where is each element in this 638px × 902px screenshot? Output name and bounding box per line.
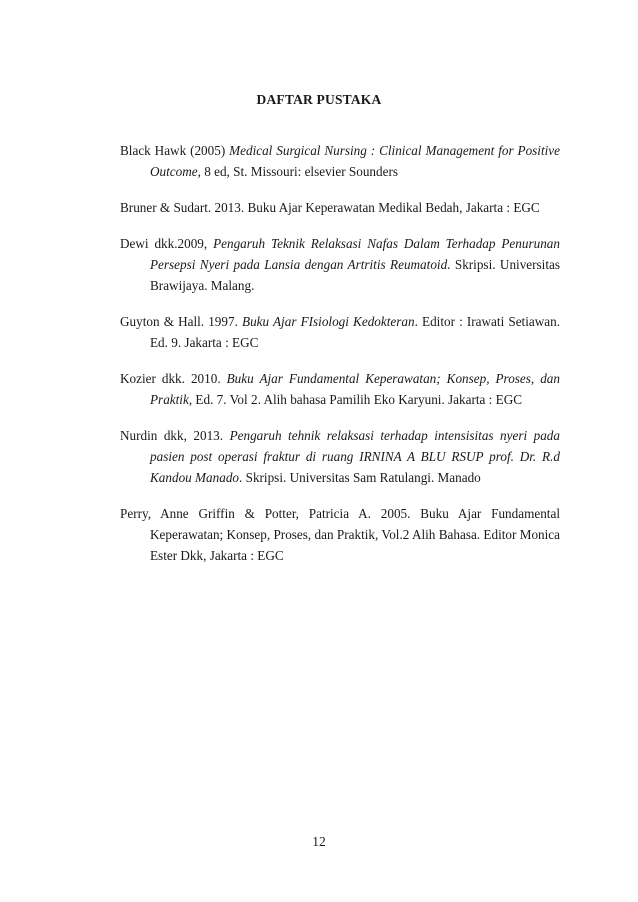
reference-text: , Ed. 7. Vol 2. Alih bahasa Pamilih Eko Karyuni. Jakarta : EGC bbox=[188, 392, 523, 407]
reference-text: . Skripsi. Universitas Sam Ratulangi. Manado bbox=[239, 470, 481, 485]
reference-text: Guyton & Hall. 1997. bbox=[120, 314, 243, 329]
reference-text: Dewi dkk.2009, bbox=[120, 236, 214, 251]
reference-text: . Editor : Irawati Setiawan. Ed. 9. Jakarta : EGC bbox=[150, 314, 561, 350]
reference-title: Pengaruh Teknik Relaksasi Nafas Dalam Terhadap Penurunan Persepsi Nyeri pada Lansia dengan Artritis Reumatoid bbox=[150, 236, 560, 272]
reference-title: Pengaruh tehnik relaksasi terhadap intensisitas nyeri pada pasien post operasi fraktur di ruang IRNINA A BLU RSUP prof. Dr. R.d Kandou Manado bbox=[150, 428, 560, 485]
reference-entry bbox=[120, 503, 560, 566]
reference-entry bbox=[120, 368, 560, 410]
reference-title: Buku Ajar FIsiologi Kedokteran bbox=[242, 314, 415, 329]
reference-text: Black Hawk (2005) bbox=[120, 143, 230, 158]
reference-text: Perry, Anne Griffin & Potter, Patricia A. 2005. Buku Ajar Fundamental Keperawatan; Konsep, Proses, dan Praktik, Vol.2 Alih Bahasa. Editor Monica Ester Dkk, Jakarta : EGC bbox=[120, 506, 560, 563]
reference-entry bbox=[120, 197, 560, 218]
page-number: 12 bbox=[312, 834, 326, 849]
reference-entry bbox=[120, 425, 560, 488]
reference-text: Nurdin dkk, 2013. bbox=[120, 428, 230, 443]
reference-text: , 8 ed, St. Missouri: elsevier Sounders bbox=[197, 164, 398, 179]
reference-entry bbox=[120, 233, 560, 296]
reference-text: . Skripsi. Universitas Brawijaya. Malang. bbox=[150, 257, 560, 293]
reference-title: Medical Surgical Nursing : Clinical Management for Positive Outcome bbox=[150, 143, 560, 179]
reference-entry bbox=[120, 140, 560, 182]
reference-text: Bruner & Sudart. 2013. Buku Ajar Keperawatan Medikal Bedah, Jakarta : EGC bbox=[120, 200, 540, 215]
reference-title: Buku Ajar Fundamental Keperawatan; Konsep, Proses, dan Praktik bbox=[150, 371, 560, 407]
page-title: DAFTAR PUSTAKA bbox=[256, 92, 382, 107]
reference-entry bbox=[120, 311, 560, 353]
reference-list bbox=[120, 140, 560, 581]
reference-text: Kozier dkk. 2010. bbox=[120, 371, 227, 386]
